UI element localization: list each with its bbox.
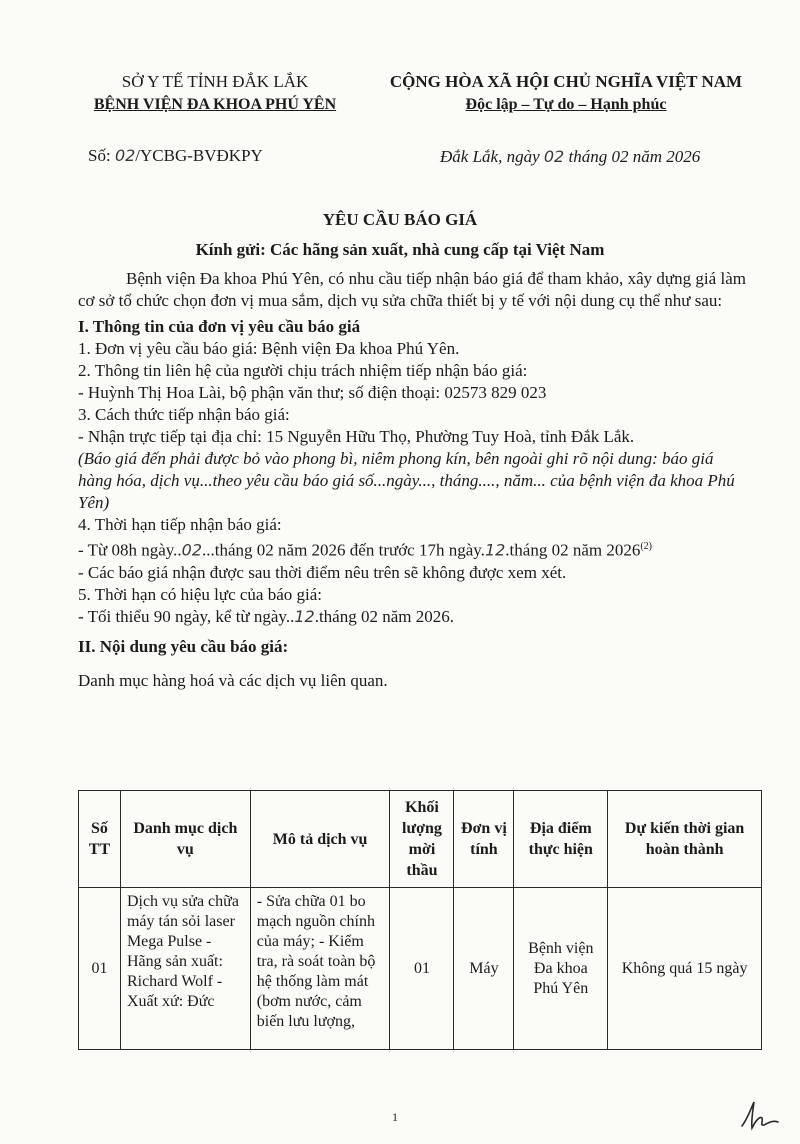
- doc-number-suffix: /YCBG-BVĐKPY: [135, 146, 263, 165]
- doc-number-handwritten: 02: [114, 146, 136, 165]
- col-header-thoi-gian: Dự kiến thời gian hoàn thành: [608, 791, 762, 888]
- section1-line: 5. Thời hạn có hiệu lực của báo giá:: [78, 584, 323, 604]
- cell-dia-diem: Bệnh viện Đa khoa Phú Yên: [514, 888, 608, 1050]
- nation-line1: CỘNG HÒA XÃ HỘI CHỦ NGHĨA VIỆT NAM: [389, 72, 743, 91]
- doc-number: [88, 146, 263, 166]
- section1-line: 1. Đơn vị yêu cầu báo giá: Bệnh viện Đa khoa Phú Yên.: [78, 339, 460, 358]
- section1-line: 2. Thông tin liên hệ của người chịu trách nhiệm tiếp nhận báo giá:: [78, 361, 528, 380]
- section1-line: 4. Thời hạn tiếp nhận báo giá:: [78, 515, 282, 534]
- date-day-handwritten: 02: [543, 147, 565, 166]
- envelope-note: (Báo giá đến phải được bỏ vào phong bì, niêm phong kín, bên ngoài ghi rõ nội dung: báo giá hàng hóa, dịch vụ...theo yêu cầu báo giá số...ngày..., tháng...., năm... của bệnh viện đa khoa Phú Yên): [78, 449, 735, 512]
- receipt-from: - Từ 08h ngày..: [78, 540, 182, 560]
- org-line2: BỆNH VIỆN ĐA KHOA PHÚ YÊN: [93, 96, 337, 113]
- doc-number-prefix: Số:: [88, 146, 111, 165]
- section1-line: - Nhận trực tiếp tại địa chỉ: 15 Nguyễn Hữu Thọ, Phường Tuy Hoà, tỉnh Đắk Lắk.: [78, 427, 635, 446]
- org-line1: SỞ Y TẾ TỈNH ĐẮK LẮK: [121, 72, 309, 91]
- recipient-label: Kính gửi:: [195, 240, 266, 259]
- receipt-day1-handwritten: 02: [181, 540, 203, 560]
- validity-from: - Tối thiểu 90 ngày, kể từ ngày..: [78, 606, 295, 626]
- cell-khoi-luong: 01: [390, 888, 454, 1050]
- section2-subtitle: Danh mục hàng hoá và các dịch vụ liên quan.: [78, 670, 388, 690]
- date-suffix: tháng 02 năm 2026: [568, 147, 701, 166]
- table-header-row: [79, 791, 762, 888]
- col-header-dia-diem: Địa điểm thực hiện: [514, 791, 608, 888]
- cell-stt: 01: [79, 888, 121, 1050]
- col-header-mo-ta: Mô tả dịch vụ: [250, 791, 390, 888]
- col-header-stt: Số TT: [79, 791, 121, 888]
- cell-danh-muc: Dịch vụ sửa chữa máy tán sỏi laser Mega Pulse -Hãng sản xuất: Richard Wolf -Xuất xứ: Đức: [120, 888, 250, 1050]
- section1-heading: I. Thông tin của đơn vị yêu cầu báo giá: [78, 317, 361, 336]
- doc-title: YÊU CẦU BÁO GIÁ: [322, 210, 478, 229]
- validity-line: [78, 606, 746, 628]
- nation-header: [372, 70, 760, 116]
- section1-line: 3. Cách thức tiếp nhận báo giá:: [78, 405, 290, 424]
- recipient-text: Các hãng sản xuất, nhà cung cấp tại Việt Nam: [270, 240, 605, 259]
- nation-line2: Độc lập – Tự do – Hạnh phúc: [465, 96, 667, 113]
- receipt-to: ...tháng 02 năm 2026 đến trước 17h ngày.: [202, 540, 485, 560]
- intro-paragraph: Bệnh viện Đa khoa Phú Yên, có nhu cầu tiếp nhận báo giá để tham khảo, xây dựng giá làm cơ sở tổ chức chọn đơn vị mua sắm, dịch vụ sửa chữa thiết bị y tế với nội dung cụ thể như sau:: [78, 269, 746, 310]
- doc-body: [78, 268, 746, 692]
- receipt-month: .tháng 02 năm 2026: [505, 540, 641, 560]
- section2-heading: II. Nội dung yêu cầu báo giá:: [78, 636, 289, 656]
- col-header-don-vi: Đơn vị tính: [454, 791, 514, 888]
- page-number: 1: [392, 1110, 398, 1124]
- validity-month: .tháng 02 năm 2026.: [314, 606, 454, 626]
- cell-mo-ta: - Sửa chữa 01 bo mạch nguồn chính của máy; - Kiểm tra, rà soát toàn bộ hệ thống làm mát (bơm nước, cảm biến lưu lượng,: [250, 888, 390, 1050]
- org-header: [70, 70, 360, 116]
- cell-thoi-gian: Không quá 15 ngày: [608, 888, 762, 1050]
- signature-initials-icon: [738, 1098, 782, 1137]
- section1-line: - Huỳnh Thị Hoa Lài, bộ phận văn thư; số điện thoại: 02573 829 023: [78, 383, 547, 402]
- col-header-khoi-luong: Khối lượng mời thầu: [390, 791, 454, 888]
- service-table: [78, 790, 762, 1050]
- date-prefix: Đắk Lắk, ngày: [440, 147, 540, 166]
- doc-date: [440, 147, 700, 167]
- recipient-line: [0, 240, 800, 260]
- table-row: [79, 888, 762, 1050]
- cell-don-vi: Máy: [454, 888, 514, 1050]
- col-header-danh-muc: Danh mục dịch vụ: [120, 791, 250, 888]
- receipt-period-line: [78, 536, 746, 562]
- receipt-day2-handwritten: 12: [484, 540, 506, 560]
- validity-day-handwritten: 12: [294, 606, 315, 626]
- footnote-ref: (2): [640, 541, 653, 552]
- section1-line: - Các báo giá nhận được sau thời điểm nêu trên sẽ không được xem xét.: [78, 562, 567, 582]
